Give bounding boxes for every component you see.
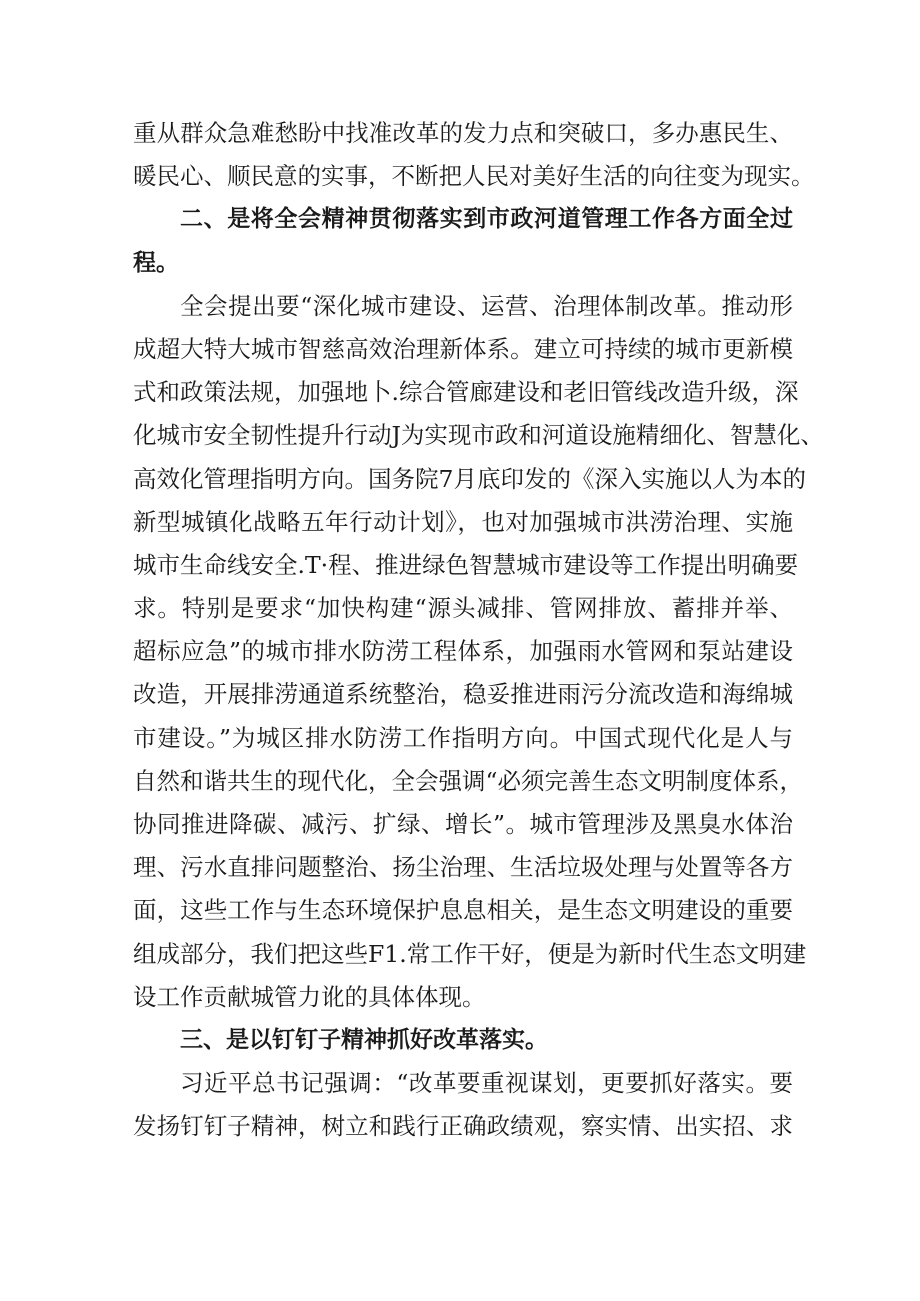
section-heading-line: 二、是将全会精神贯彻落实到市政河道管理工作各方面全过 [180,206,793,233]
document-body [133,112,824,1149]
paragraph-line: 改造，开展排涝通道系统整治，稳妥推进雨污分流改造和海绵城 [133,680,793,709]
paragraph-line: 组成部分，我们把这些F1.常工作干好，便是为新时代生态文明建 [133,939,807,968]
paragraph-line: 求。特别是要求“加快构建“源头减排、管网排放、蓄排并举、 [133,594,793,623]
paragraph-line: 全会提出要“深化城市建设、运营、治理体制改革。推动形 [180,291,793,320]
paragraph-line: 市建设。”为城区排水防涝工作指明方向。中国式现代化是人与 [133,723,793,752]
paragraph-line: 化城市安全韧性提升行动J为实现市政和河道设施精细化、智慧化、 [133,421,824,450]
paragraph-line: 新型城镇化战略五年行动计划》，也对加强城市洪涝治理、实施 [133,507,793,536]
paragraph-line: 协同推进降碳、减污、扩绿、增长”。城市管理涉及黑臭水体治 [133,810,793,838]
paragraph-line: 式和政策法规，加强地卜.综合管廊建设和老旧管线改造升级，深 [133,378,799,407]
paragraph-line: 城市生命线安全.T·程、推进绿色智慧城市建设等工作提出明确要 [133,550,799,579]
section-heading-line: 三、是以钉钉子精神抓好改革落实。 [180,1026,548,1053]
paragraph-line: 面，这些工作与生态环境保护息息相关，是生态文明建设的重要 [133,896,793,925]
paragraph-line: 重从群众急难愁盼中找准改革的发力点和突破口，多办惠民生、 [133,119,793,147]
paragraph-line: 习近平总书记强调：“改革要重视谋划，更要抓好落实。要 [180,1069,793,1098]
paragraph-line: 自然和谐共生的现代化，全会强调“必须完善生态文明制度体系， [133,766,804,795]
paragraph-line: 设工作贡献城管力讹的具体体现。 [133,982,486,1011]
paragraph-line: 成超大特大城市智慈高效治理新体系。建立可持续的城市更新模 [133,334,793,363]
paragraph-line: 超标应急”的城市排水防涝工程体系，加强雨水管网和泵站建设 [133,637,793,666]
paragraph-line: 暖民心、顺民意的实事，不断把人民对美好生活的向往变为现实。 [133,162,815,191]
section-heading-line: 程。 [133,249,179,276]
paragraph-line: 高效化管理指明方向。国务院7月底印发的《深入实施以人为本的 [133,464,806,493]
paragraph-line: 理、污水直排问题整治、扬尘治理、生活垃圾处理与处置等各方 [133,853,793,882]
paragraph-line: 发扬钉钉子精神，树立和践行正确政绩观，察实情、出实招、求 [133,1112,793,1141]
